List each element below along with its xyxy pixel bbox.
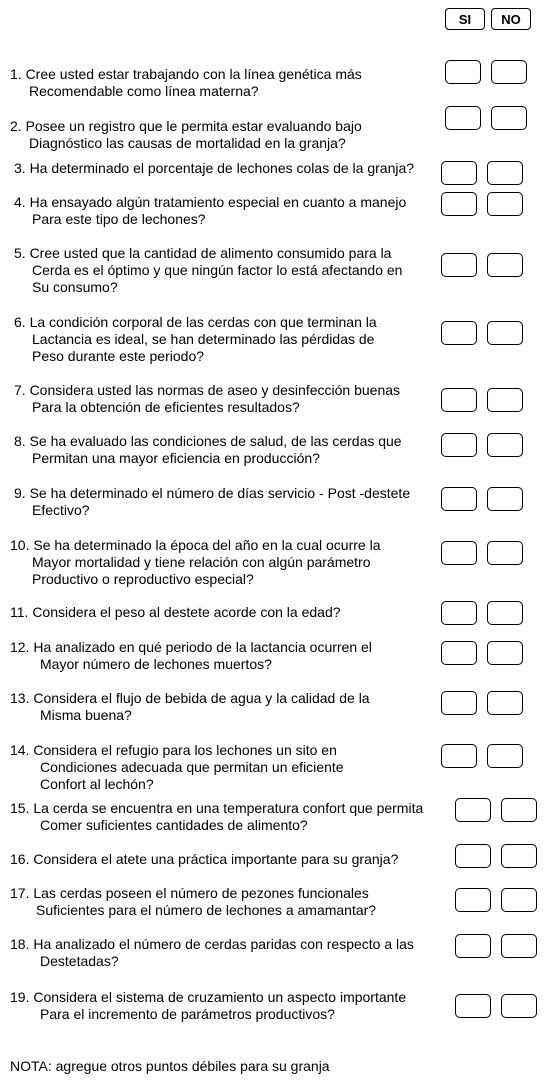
question-16 [10,851,398,868]
answer-no-checkbox-4[interactable] [487,192,523,216]
question-text: Mayor mortalidad y tiene relación con algún parámetro [32,554,371,570]
answer-no-checkbox-17[interactable] [501,888,537,912]
answer-no-checkbox-11[interactable] [487,601,523,625]
question-10 [10,537,380,588]
question-19 [10,989,406,1023]
question-text: 14. Considera el refugio para los lechones un sito en [10,742,337,758]
question-text: 18. Ha analizado el número de cerdas paridas con respecto a las [10,936,414,952]
answer-si-checkbox-8[interactable] [441,433,477,457]
question-text: Recomendable como línea materna? [29,83,259,99]
answer-si-checkbox-7[interactable] [441,388,477,412]
answer-si-checkbox-18[interactable] [455,934,491,958]
question-text: 1. Cree usted estar trabajando con la línea genética más [10,66,362,82]
question-text: Lactancia es ideal, se han determinado las pérdidas de [32,331,375,347]
answer-no-checkbox-9[interactable] [487,487,523,511]
question-text: Confort al lechón? [40,776,154,792]
question-8 [14,433,402,467]
answer-no-checkbox-3[interactable] [487,161,523,185]
question-18 [10,936,414,970]
answer-si-checkbox-1[interactable] [445,60,481,84]
question-text: 16. Considera el atete una práctica importante para su granja? [10,851,399,867]
answer-no-checkbox-13[interactable] [487,691,523,715]
answer-si-checkbox-5[interactable] [441,253,477,277]
answer-si-checkbox-6[interactable] [441,321,477,345]
question-15 [10,800,423,834]
question-text: 5. Cree usted que la cantidad de alimento consumido para la [14,245,392,261]
answer-si-checkbox-2[interactable] [445,106,481,130]
answer-si-checkbox-12[interactable] [441,641,477,665]
question-text: 4. Ha ensayado algún tratamiento especial en cuanto a manejo [14,194,407,210]
header-si-label: SI [445,8,485,30]
answer-si-checkbox-15[interactable] [455,798,491,822]
question-7 [14,382,400,416]
question-text: Efectivo? [32,502,90,518]
answer-no-checkbox-1[interactable] [491,60,527,84]
note-text: NOTA: agregue otros puntos débiles para su granja [10,1058,330,1074]
answer-no-checkbox-10[interactable] [487,541,523,565]
question-11 [10,604,341,621]
question-text: Diagnóstico las causas de mortalidad en la granja? [29,135,346,151]
answer-si-checkbox-4[interactable] [441,192,477,216]
answer-si-checkbox-11[interactable] [441,601,477,625]
question-text: 9. Se ha determinado el número de días servicio - Post -destete [14,485,411,501]
question-text: 11. Considera el peso al destete acorde con la edad? [10,604,341,620]
question-14 [10,742,344,793]
answer-no-checkbox-19[interactable] [501,994,537,1018]
answer-no-checkbox-14[interactable] [487,744,523,768]
question-text: 10. Se ha determinado la época del año en la cual ocurre la [10,537,381,553]
question-text: 19. Considera el sistema de cruzamiento un aspecto importante [10,989,407,1005]
question-text: 8. Se ha evaluado las condiciones de salud, de las cerdas que [14,433,402,449]
question-text: Mayor número de lechones muertos? [40,656,272,672]
question-text: 7. Considera usted las normas de aseo y desinfección buenas [14,382,401,398]
answer-no-checkbox-12[interactable] [487,641,523,665]
answer-no-checkbox-15[interactable] [501,798,537,822]
question-text: 15. La cerda se encuentra en una temperatura confort que permita [10,800,424,816]
question-5 [14,245,402,296]
answer-si-checkbox-19[interactable] [455,994,491,1018]
answer-si-checkbox-3[interactable] [441,161,477,185]
answer-si-checkbox-10[interactable] [441,541,477,565]
answer-no-checkbox-16[interactable] [501,844,537,868]
answer-no-checkbox-7[interactable] [487,388,523,412]
question-text: Misma buena? [40,707,132,723]
question-3 [14,160,414,177]
question-text: 13. Considera el flujo de bebida de agua y la calidad de la [10,690,370,706]
answer-no-checkbox-6[interactable] [487,321,523,345]
answer-si-checkbox-14[interactable] [441,744,477,768]
question-text: Permitan una mayor eficiencia en producción? [32,450,320,466]
answer-si-checkbox-16[interactable] [455,844,491,868]
question-text: 6. La condición corporal de las cerdas con que terminan la [14,314,377,330]
answer-si-checkbox-13[interactable] [441,691,477,715]
question-12 [10,639,372,673]
answer-no-checkbox-5[interactable] [487,253,523,277]
question-text: 3. Ha determinado el porcentaje de lechones colas de la granja? [14,160,415,176]
question-text: 12. Ha analizado en qué periodo de la lactancia ocurren el [10,639,372,655]
question-text: Destetadas? [40,953,119,969]
question-4 [14,194,406,228]
question-text: Productivo o reproductivo especial? [32,571,254,587]
question-text: 17. Las cerdas poseen el número de pezones funcionales [10,885,369,901]
answer-no-checkbox-18[interactable] [501,934,537,958]
question-text: Cerda es el óptimo y que ningún factor lo está afectando en [32,262,403,278]
question-text: Para este tipo de lechones? [32,211,206,227]
answer-si-checkbox-9[interactable] [441,487,477,511]
question-text: Peso durante este periodo? [32,348,205,364]
question-text: Comer suficientes cantidades de alimento? [40,817,308,833]
question-text: Su consumo? [32,279,118,295]
question-6 [14,314,377,365]
question-1 [10,66,362,100]
question-text: Para el incremento de parámetros productivos? [40,1006,335,1022]
question-17 [10,885,376,919]
question-text: Suficientes para el número de lechones a amamantar? [36,902,377,918]
header-no-label: NO [491,8,531,30]
question-text: Para la obtención de eficientes resultados? [32,399,300,415]
question-text: Condiciones adecuada que permitan un eficiente [40,759,344,775]
answer-no-checkbox-8[interactable] [487,433,523,457]
question-2 [10,118,362,152]
question-9 [14,485,410,519]
answer-no-checkbox-2[interactable] [491,106,527,130]
question-13 [10,690,370,724]
question-text: 2. Posee un registro que le permita estar evaluando bajo [10,118,362,134]
answer-si-checkbox-17[interactable] [455,888,491,912]
